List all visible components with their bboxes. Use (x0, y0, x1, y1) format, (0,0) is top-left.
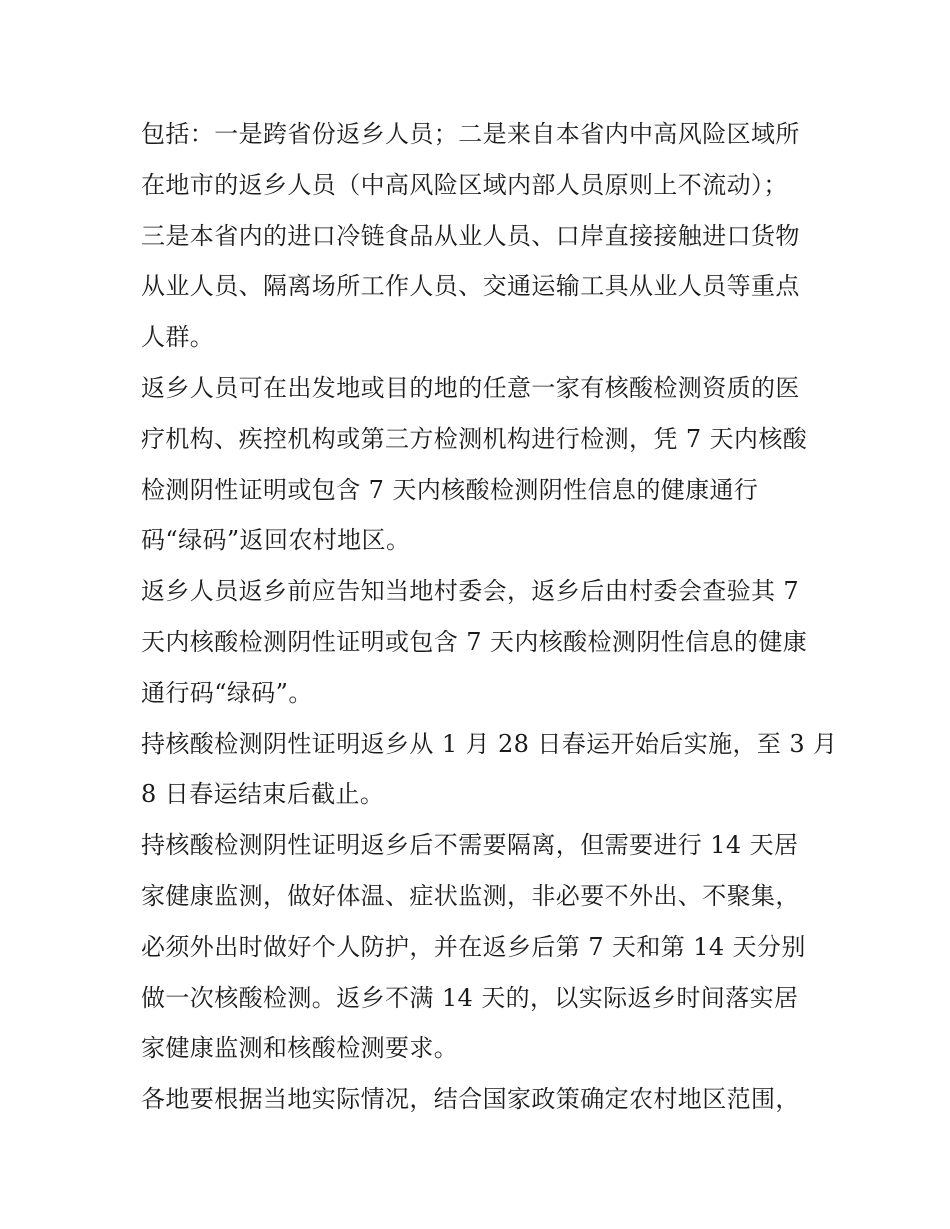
document-body (141, 109, 838, 1125)
text-line: 返乡人员返乡前应告知当地村委会，返乡后由村委会查验其 7 (141, 577, 800, 606)
paragraph-health-monitoring (141, 820, 813, 1074)
text-line: 疗机构、疾控机构或第三方检测机构进行检测，凭 7 天内核酸 (141, 424, 808, 453)
text-line: 检测阴性证明或包含 7 天内核酸检测阴性信息的健康通行 (141, 475, 759, 504)
text-line: 码“绿码”返回农村地区。 (141, 526, 411, 555)
text-line: 持核酸检测阴性证明返乡后不需要隔离，但需要进行 14 天居 (141, 831, 799, 860)
text-line: 包括：一是跨省份返乡人员；二是来自本省内中高风险区域所 (141, 120, 800, 148)
paragraph-effective-period (141, 719, 838, 821)
text-line: 8 日春运结束后截止。 (141, 780, 385, 809)
text-line: 三是本省内的进口冷链食品从业人员、口岸直接接触进口货物 (141, 221, 800, 250)
text-line: 各地要根据当地实际情况，结合国家政策确定农村地区范围， (141, 1085, 800, 1114)
paragraph-village-check (141, 566, 813, 718)
text-line: 持核酸检测阴性证明返乡从 1 月 28 日春运开始后实施，至 3 月 (141, 729, 838, 758)
text-line: 人群。 (141, 323, 215, 352)
paragraph-target-groups (141, 109, 813, 363)
text-line: 通行码“绿码”。 (141, 678, 313, 707)
text-line: 必须外出时做好个人防护，并在返乡后第 7 天和第 14 天分别 (141, 932, 806, 961)
text-line: 家健康监测，做好体温、症状监测，非必要不外出、不聚集， (141, 881, 800, 910)
text-line: 返乡人员可在出发地或目的地的任意一家有核酸检测资质的医 (141, 373, 800, 402)
paragraph-local-scope (141, 1074, 813, 1125)
text-line: 做一次核酸检测。返乡不满 14 天的，以实际返乡时间落实居 (141, 983, 799, 1012)
text-line: 从业人员、隔离场所工作人员、交通运输工具从业人员等重点 (141, 272, 800, 301)
paragraph-testing-locations (141, 363, 813, 566)
text-line: 家健康监测和核酸检测要求。 (141, 1034, 459, 1063)
text-line: 在地市的返乡人员（中高风险区域内部人员原则上不流动）； (141, 170, 788, 199)
text-line: 天内核酸检测阴性证明或包含 7 天内核酸检测阴性信息的健康 (141, 627, 808, 656)
